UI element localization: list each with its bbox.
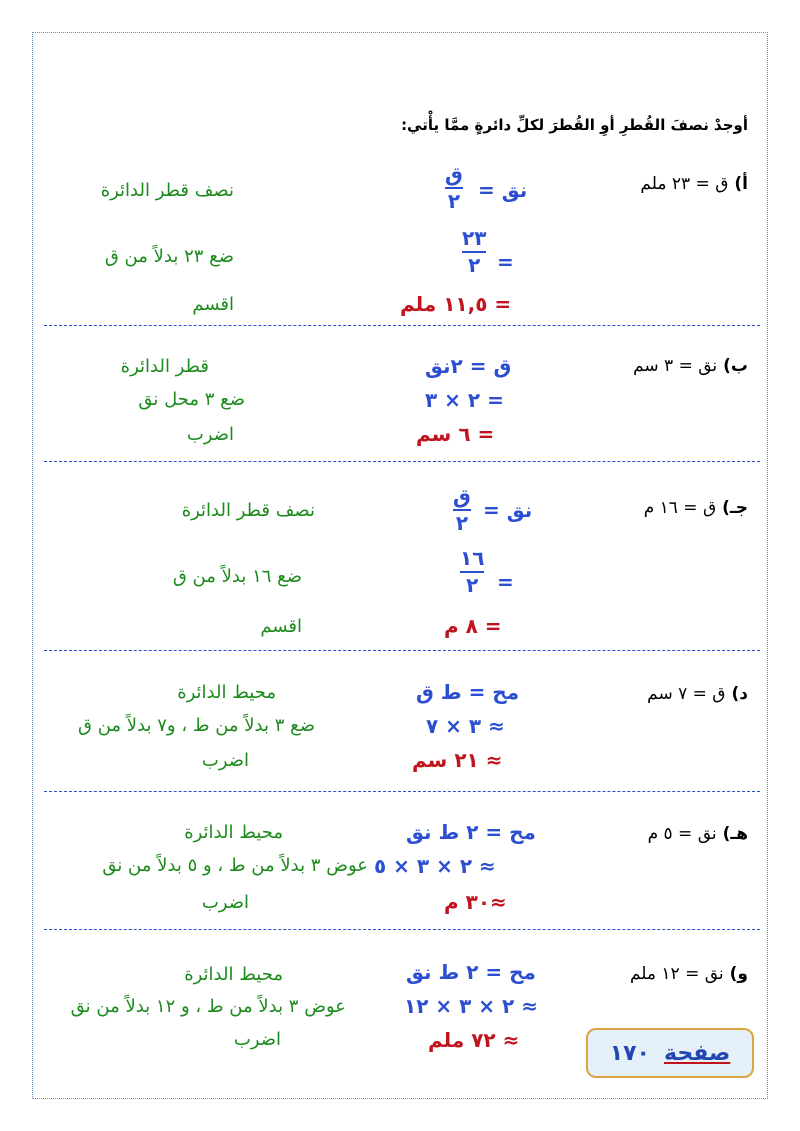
note-substitute: ضع ٣ محل نق [138,389,245,410]
separator [44,461,760,462]
step: ≈ ٣ × ٧ [426,714,505,738]
formula: مح = ط ق [416,680,520,704]
note-substitute: ضع ١٦ بدلاً من ق [172,566,302,587]
formula-fraction: ق ٢ [445,162,463,213]
note-definition: محيط الدائرة [184,822,283,843]
step-fraction: ٢٣ ٢ [462,226,487,277]
note-operation: اضرب [233,1029,281,1050]
formula: مح = ٢ ط نق [406,960,536,984]
formula-fraction: ق ٢ [453,484,471,535]
note-substitute: ضع ٢٣ بدلاً من ق [104,246,234,267]
step: ≈ ٢ × ٣ × ١٢ [404,994,538,1018]
separator [44,325,760,326]
formula-lhs: نق = [478,178,528,202]
problem-label: ب)نق = ٣ سم [633,356,748,376]
note-substitute: ضع ٣ بدلاً من ط ، و٧ بدلاً من ق [78,715,315,736]
formula-lhs: نق = [483,498,533,522]
instruction-text: أوجدْ نصفَ القُطرِ أوِ القُطرَ لكلِّ دائرةٍ ممَّا يأْتي: [401,116,748,134]
problem-label: أ)ق = ٢٣ ملم [640,174,748,194]
result: ≈٣٠ م [444,890,507,914]
step: ≈ ٢ × ٣ × ٥ [374,854,496,878]
formula: مح = ٢ ط نق [406,820,536,844]
result: = ٦ سم [416,422,495,446]
note-operation: اقسم [260,616,302,637]
problem-label: هـ)نق = ٥ م [647,824,748,844]
problem-label: و)نق = ١٢ ملم [629,964,748,984]
note-definition: قطر الدائرة [120,356,209,377]
note-definition: محيط الدائرة [184,964,283,985]
step-fraction: ١٦ ٢ [460,546,485,597]
formula: ق = ٢نق [425,354,512,378]
note-substitute: عوض ٣ بدلاً من ط ، و ١٢ بدلاً من نق [70,996,346,1017]
note-operation: اقسم [192,294,234,315]
separator [44,929,760,930]
note-definition: محيط الدائرة [177,682,276,703]
page-word: صفحة [664,1040,731,1066]
result: ≈ ٧٢ ملم [428,1028,520,1052]
separator [44,650,760,651]
note-substitute: عوض ٣ بدلاً من ط ، و ٥ بدلاً من نق [102,855,368,876]
note-definition: نصف قطر الدائرة [181,500,315,521]
problem-label: جـ)ق = ١٦ م [643,498,748,518]
page-number: ١٧٠ [609,1040,650,1066]
step-equals: = [497,570,514,594]
problem-label: د)ق = ٧ سم [647,684,748,704]
page-number-badge [586,1028,754,1078]
step-equals: = [497,250,514,274]
separator [44,791,760,792]
note-operation: اضرب [201,750,249,771]
note-operation: اضرب [186,424,234,445]
note-operation: اضرب [201,892,249,913]
step: = ٢ × ٣ [425,388,504,412]
result: = ١١,٥ ملم [400,292,512,316]
note-definition: نصف قطر الدائرة [100,180,234,201]
result: = ٨ م [444,614,502,638]
result: ≈ ٢١ سم [412,748,503,772]
